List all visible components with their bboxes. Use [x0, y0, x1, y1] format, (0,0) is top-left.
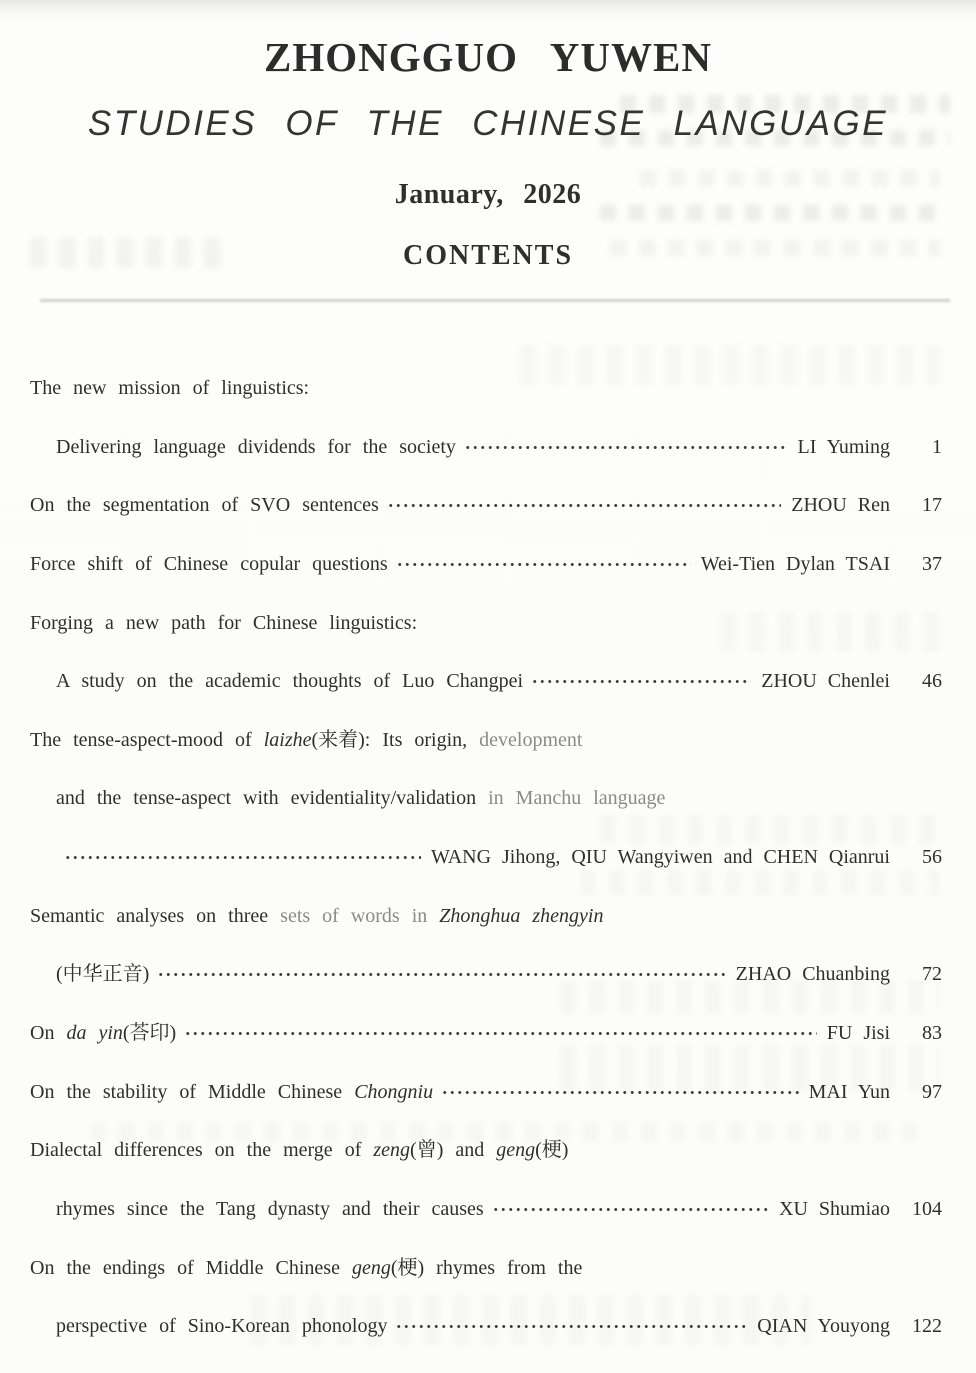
entry-title	[56, 962, 149, 987]
entry-title	[56, 786, 665, 811]
entry-authors: ZHAO Chuanbing	[735, 963, 890, 986]
entry-title	[56, 669, 523, 694]
entry-authors: ZHOU Chenlei	[761, 670, 890, 693]
entry-title	[30, 376, 309, 401]
entry-title	[30, 611, 417, 636]
entry-authors: WANG Jihong, QIU Wangyiwen and CHEN Qianrui	[431, 846, 890, 869]
entry-text-segment: (荅印)	[122, 1022, 177, 1045]
entry-authors: QIAN Youyong	[757, 1315, 890, 1338]
entry-title	[30, 552, 388, 577]
entry-text-segment: and the tense-aspect with evidentiality/validation	[56, 787, 489, 810]
toc-line	[30, 552, 942, 611]
entry-text-segment: A study on the academic thoughts of Luo Changpei	[56, 670, 524, 693]
entry-text-segment: (梗)	[535, 1139, 569, 1162]
entry-page-number: 83	[922, 1022, 942, 1045]
entry-text-segment: (来着): Its origin,	[311, 728, 480, 751]
dot-leader	[464, 435, 788, 460]
toc-line	[30, 1314, 942, 1373]
entry-text-segment: Chongniu	[354, 1080, 434, 1103]
entry-authors: Wei-Tien Dylan TSAI	[700, 552, 890, 575]
toc-line	[30, 611, 942, 670]
journal-title: ZHONGGUO YUWEN	[264, 34, 712, 80]
entry-text-segment: Dialectal differences on the merge of	[30, 1139, 374, 1162]
toc-line	[30, 376, 942, 435]
entry-page-number: 56	[922, 846, 942, 869]
entry-text-segment: On the endings of Middle Chinese	[30, 1256, 352, 1279]
entry-text-segment: in Manchu language	[488, 787, 666, 810]
entry-page-number: 104	[912, 1197, 942, 1220]
entry-text-segment: perspective of Sino-Korean phonology	[56, 1315, 388, 1338]
dot-leader	[157, 962, 725, 987]
entry-text-segment: Force shift of Chinese copular questions	[30, 552, 388, 575]
entry-text-segment: The new mission of linguistics:	[30, 377, 310, 399]
entry-text-segment: geng	[351, 1256, 391, 1279]
entry-text-segment: (曾) and	[410, 1139, 497, 1162]
entry-page-number: 122	[912, 1315, 942, 1338]
entry-title	[30, 1021, 176, 1046]
entry-text-segment: On the segmentation of SVO sentences	[30, 494, 379, 517]
entry-title	[56, 1197, 484, 1222]
toc-line	[30, 786, 942, 845]
toc-line	[30, 493, 942, 552]
entry-title	[30, 1138, 568, 1163]
entry-text-segment: On	[30, 1022, 67, 1045]
toc-line	[30, 1080, 942, 1139]
entry-authors: MAI Yun	[808, 1080, 890, 1103]
entry-page-number: 97	[922, 1080, 942, 1103]
entry-text-segment: Forging a new path for Chinese linguistics:	[30, 611, 418, 634]
dot-leader	[531, 669, 751, 694]
toc-list	[30, 376, 942, 1373]
entry-text-segment: da yin	[66, 1022, 123, 1045]
toc-line	[30, 435, 942, 494]
entry-text-segment: Zhonghua zhengyin	[439, 904, 604, 927]
entry-text-segment: Semantic analyses on three	[30, 904, 281, 927]
entry-text-segment: Delivering language dividends for the society	[56, 435, 456, 458]
entry-text-segment: On the stability of Middle Chinese	[30, 1080, 355, 1103]
entry-text-segment: geng	[496, 1139, 536, 1162]
entry-text-segment: rhymes since the Tang dynasty and their causes	[56, 1197, 484, 1220]
entry-page-number: 17	[922, 494, 942, 517]
bleedthrough-rule	[40, 299, 950, 302]
toc-line	[30, 904, 942, 963]
entry-title	[30, 728, 582, 753]
entry-text-segment: (中华正音)	[56, 963, 150, 986]
entry-title	[30, 1080, 433, 1105]
entry-page-number: 1	[932, 435, 942, 458]
entry-authors: ZHOU Ren	[791, 494, 890, 517]
entry-title	[56, 1314, 387, 1339]
issue-date: January, 2026	[394, 179, 582, 210]
entry-page-number: 46	[922, 670, 942, 693]
dot-leader	[184, 1021, 817, 1046]
entry-title	[30, 1256, 582, 1281]
dot-leader	[387, 493, 781, 518]
toc-line	[30, 1021, 942, 1080]
toc-line	[30, 1197, 942, 1256]
dot-leader	[395, 1314, 747, 1339]
toc-line	[30, 845, 942, 904]
dot-leader	[64, 845, 421, 870]
toc-line	[30, 1138, 942, 1197]
entry-text-segment: sets of words in	[280, 904, 440, 927]
toc-line	[30, 1256, 942, 1315]
journal-header	[0, 0, 976, 270]
dot-leader	[492, 1197, 769, 1222]
entry-title	[30, 904, 603, 929]
entry-page-number: 37	[922, 552, 942, 575]
entry-title	[56, 435, 456, 460]
entry-authors: XU Shumiao	[779, 1197, 890, 1220]
entry-authors: FU Jisi	[826, 1022, 890, 1045]
entry-page-number: 72	[922, 963, 942, 986]
toc-line	[30, 669, 942, 728]
entry-title	[30, 493, 379, 518]
entry-authors: LI Yuming	[797, 435, 890, 458]
dot-leader	[441, 1080, 799, 1105]
entry-text-segment: (梗) rhymes from the	[390, 1256, 583, 1279]
toc-line	[30, 962, 942, 1021]
entry-text-segment: development	[479, 728, 583, 751]
entry-text-segment: laizhe	[263, 728, 312, 751]
journal-subtitle: STUDIES OF THE CHINESE LANGUAGE	[87, 104, 889, 143]
entry-text-segment: The tense-aspect-mood of	[30, 728, 264, 751]
dot-leader	[396, 552, 691, 577]
contents-heading: CONTENTS	[402, 240, 574, 271]
entry-text-segment: zeng	[373, 1139, 411, 1162]
toc-line	[30, 728, 942, 787]
